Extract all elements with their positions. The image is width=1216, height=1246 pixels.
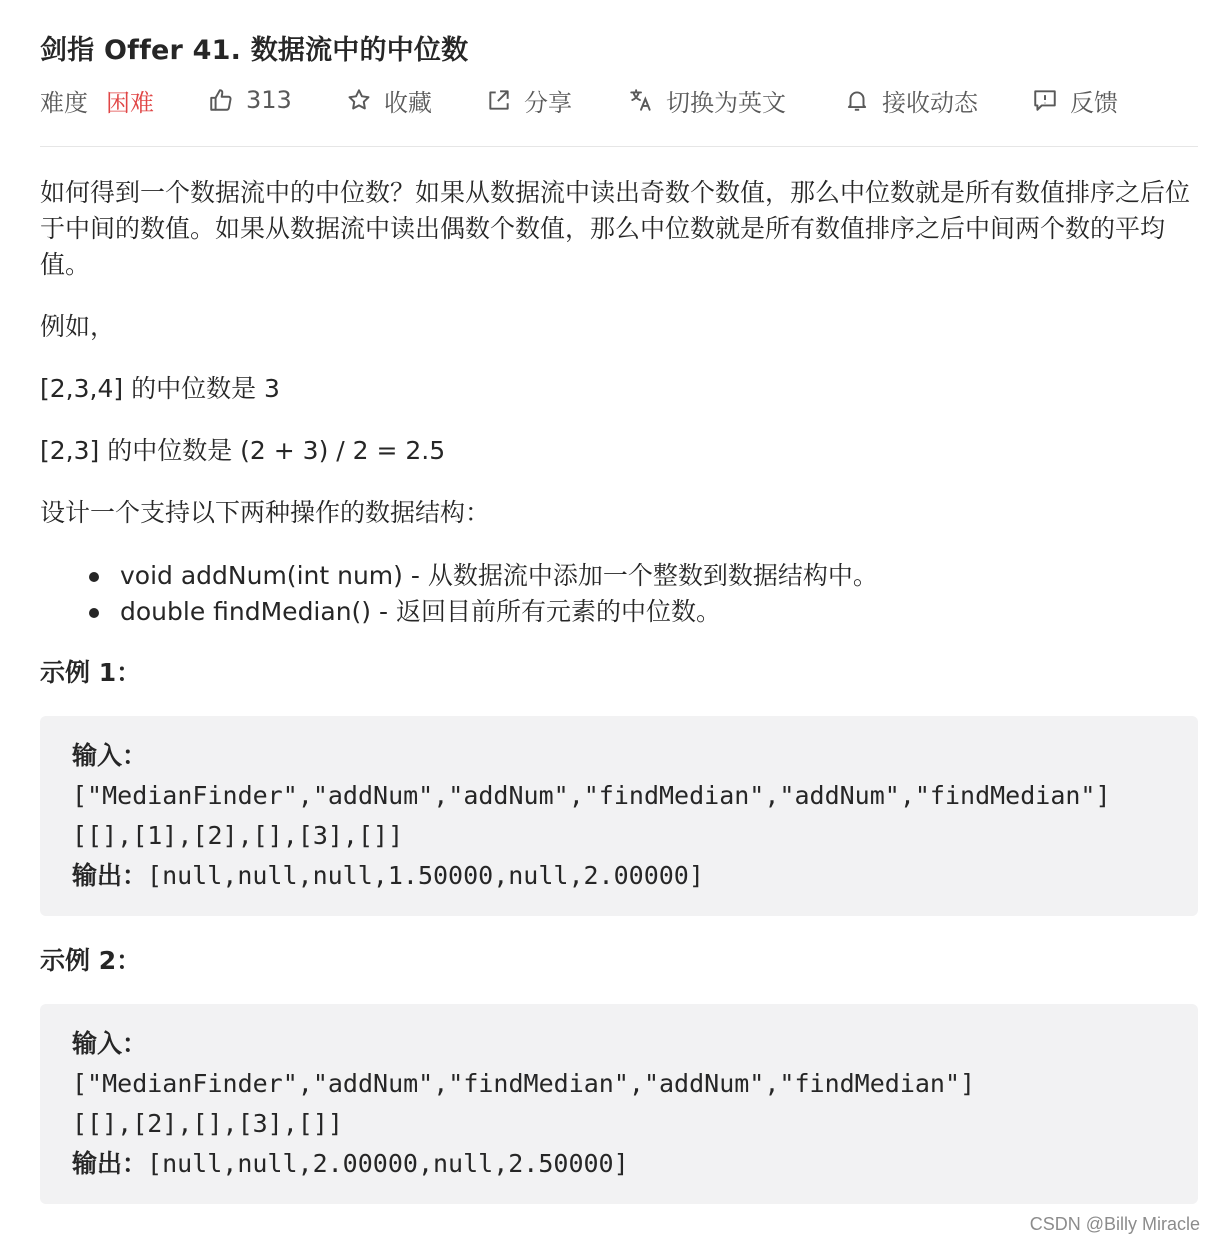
example-2-input-args: [[],[2],[],[3],[]] [72, 1109, 343, 1138]
subscribe-label: 接收动态 [882, 88, 978, 117]
problem-description: 如何得到一个数据流中的中位数？如果从数据流中读出奇数个数值，那么中位数就是所有数值排序之后位于中间的数值。如果从数据流中读出偶数个数值，那么中位数就是所有数值排序之后中间两个数的平均值。 [40, 178, 1191, 279]
translate-icon [628, 87, 654, 113]
example-1-input-ops: ["MedianFinder","addNum","addNum","findMedian","addNum","findMedian"] [72, 781, 1111, 810]
example-even-text: [2,3] 的中位数是 (2 + 3) / 2 = 2.5 [40, 436, 446, 465]
example-2-input-label-line [72, 1024, 975, 1064]
feedback-button[interactable] [1032, 82, 1118, 118]
example-2-output-line [72, 1144, 975, 1184]
header-divider [40, 146, 1198, 147]
like-button[interactable] [208, 82, 292, 118]
difficulty-label: 难度 [40, 88, 88, 117]
watermark: CSDN @Billy Miracle [1029, 1214, 1200, 1234]
difficulty-value: 困难 [106, 88, 154, 117]
example-odd-text: [2,3,4] 的中位数是 3 [40, 374, 280, 403]
collect-button[interactable] [346, 82, 432, 118]
subscribe-button[interactable] [844, 82, 978, 118]
example-1-input-label-line [72, 736, 1111, 776]
feedback-label: 反馈 [1070, 88, 1118, 117]
feedback-icon [1032, 87, 1058, 113]
example-1-code-block [40, 716, 1198, 916]
problem-meta-bar [40, 82, 1198, 118]
operations-list [40, 558, 878, 630]
translate-button[interactable] [628, 82, 786, 118]
for-example-text: 例如， [40, 312, 116, 341]
share-icon [486, 87, 512, 113]
output-label: 输出： [72, 861, 148, 890]
example-1-input-args: [[],[1],[2],[],[3],[]] [72, 821, 404, 850]
example-1-output-line [72, 856, 1111, 896]
example-2-heading: 示例 2： [40, 946, 142, 975]
example-1-output-value: [null,null,null,1.50000,null,2.00000] [147, 861, 704, 890]
problem-title: 剑指 Offer 41. 数据流中的中位数 [40, 35, 469, 66]
operation-add-num: void addNum(int num) - 从数据流中添加一个整数到数据结构中。 [120, 561, 878, 590]
operation-find-median: double findMedian() - 返回目前所有元素的中位数。 [120, 597, 721, 626]
example-2-output-value: [null,null,2.00000,null,2.50000] [147, 1149, 629, 1178]
bullet-dot [89, 572, 99, 582]
thumbs-up-icon [208, 87, 234, 113]
share-button[interactable] [486, 82, 572, 118]
translate-label: 切换为英文 [666, 88, 786, 117]
like-count: 313 [246, 86, 292, 114]
list-item [40, 558, 878, 594]
example-2-input-ops: ["MedianFinder","addNum","findMedian","addNum","findMedian"] [72, 1069, 976, 1098]
bullet-dot [89, 608, 99, 618]
input-label: 输入： [72, 741, 148, 770]
star-icon [346, 87, 372, 113]
list-item [40, 594, 878, 630]
example-1-heading: 示例 1： [40, 658, 142, 687]
difficulty [40, 82, 154, 118]
collect-label: 收藏 [384, 88, 432, 117]
bell-icon [844, 87, 870, 113]
input-label: 输入： [72, 1029, 148, 1058]
design-prompt-text: 设计一个支持以下两种操作的数据结构： [40, 498, 491, 527]
output-label: 输出： [72, 1149, 148, 1178]
example-2-code-block [40, 1004, 1198, 1204]
share-label: 分享 [524, 88, 572, 117]
